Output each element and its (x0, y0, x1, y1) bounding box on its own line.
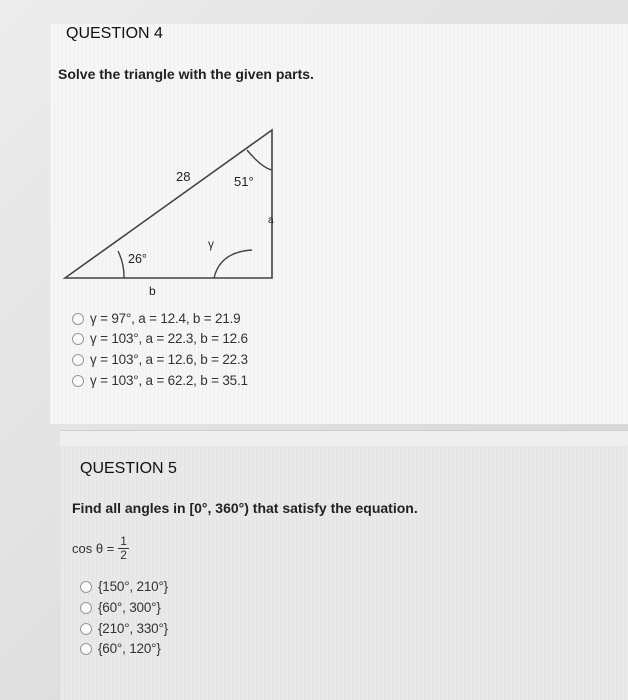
q5-option-4[interactable] (80, 641, 161, 656)
fraction-numerator: 1 (120, 534, 127, 548)
q5-option-2[interactable] (80, 600, 161, 615)
q5-option-2-label: {60°, 300°} (98, 600, 161, 615)
angle-51-label: 51° (234, 174, 254, 189)
radio-button[interactable] (80, 602, 92, 614)
question-5-panel (60, 446, 628, 700)
question-divider (60, 430, 628, 447)
q5-option-1-label: {150°, 210°} (98, 579, 168, 594)
question-5-prompt: Find all angles in [0°, 360°) that satisfy the equation. (72, 500, 418, 516)
q5-option-3[interactable] (80, 621, 168, 636)
side-a-label: a (268, 215, 274, 226)
q5-option-1[interactable] (80, 579, 168, 594)
fraction-denominator: 2 (120, 548, 127, 562)
side-b-label: b (149, 284, 156, 298)
question-5-title: QUESTION 5 (80, 460, 177, 477)
radio-button[interactable] (72, 375, 84, 387)
q4-option-1[interactable] (72, 311, 241, 326)
angle-gamma-label: γ (208, 237, 214, 251)
q4-option-3[interactable] (72, 352, 248, 367)
q4-option-3-label: γ = 103°, a = 12.6, b = 22.3 (90, 352, 248, 367)
q4-option-2[interactable] (72, 331, 248, 346)
q5-option-4-label: {60°, 120°} (98, 641, 161, 656)
radio-button[interactable] (72, 354, 84, 366)
question-4-prompt: Solve the triangle with the given parts. (58, 66, 314, 82)
q5-option-3-label: {210°, 330°} (98, 621, 168, 636)
equation (72, 535, 129, 562)
side-28-label: 28 (176, 169, 191, 184)
fraction (118, 535, 129, 562)
q4-option-2-label: γ = 103°, a = 22.3, b = 12.6 (90, 331, 248, 346)
radio-button[interactable] (80, 643, 92, 655)
radio-button[interactable] (80, 581, 92, 593)
q4-option-4-label: γ = 103°, a = 62.2, b = 35.1 (90, 373, 248, 388)
question-4-title: QUESTION 4 (66, 25, 163, 42)
equation-lhs: cos θ = (72, 541, 115, 556)
angle-26-label: 26° (128, 252, 147, 266)
q4-option-1-label: γ = 97°, a = 12.4, b = 21.9 (90, 311, 241, 326)
radio-button[interactable] (80, 623, 92, 635)
radio-button[interactable] (72, 333, 84, 345)
q4-option-4[interactable] (72, 373, 248, 388)
radio-button[interactable] (72, 313, 84, 325)
